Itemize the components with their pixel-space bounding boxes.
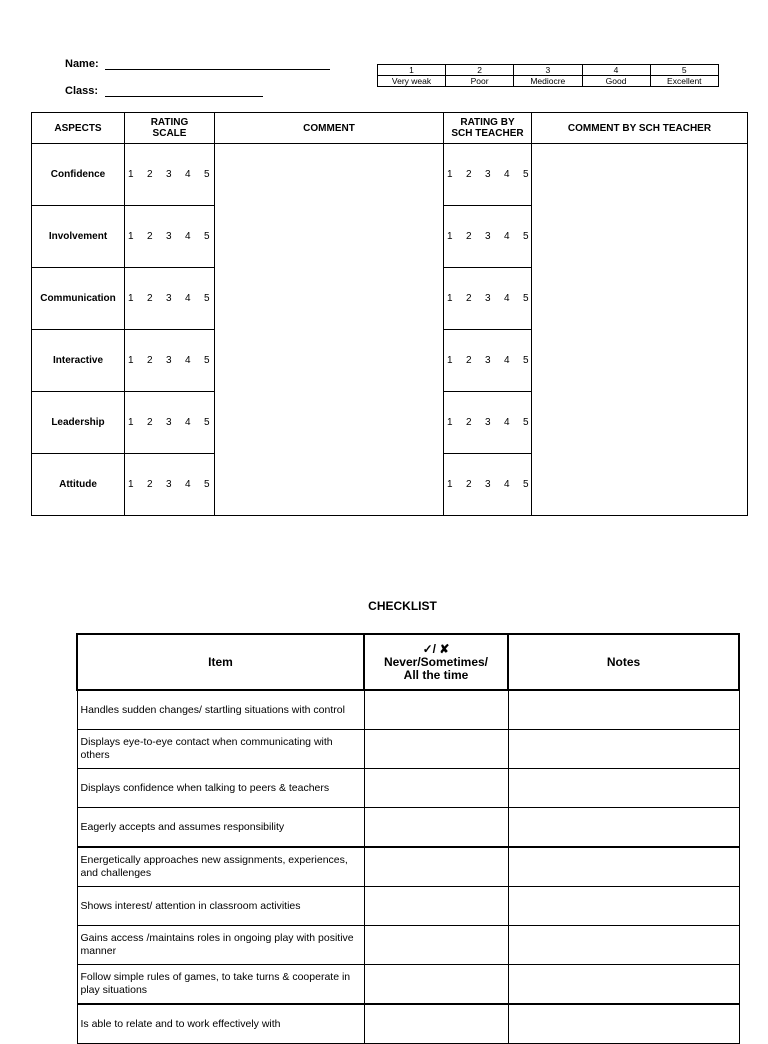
scale-option[interactable]: 3 xyxy=(166,417,172,428)
rating-table-header xyxy=(32,113,748,144)
scale-legend-num: 3 xyxy=(514,65,582,76)
class-field-line[interactable] xyxy=(105,96,263,97)
student-rating-scale xyxy=(125,454,215,516)
scale-option[interactable]: 2 xyxy=(147,355,153,366)
comment-cell[interactable] xyxy=(215,144,444,516)
scale-legend xyxy=(377,64,719,87)
scale-option[interactable]: 1 xyxy=(447,169,453,180)
scale-legend-num: 4 xyxy=(582,65,650,76)
scale-option[interactable]: 1 xyxy=(447,417,453,428)
checklist-title: CHECKLIST xyxy=(368,599,437,613)
checklist-item: Displays confidence when talking to peers & teachers xyxy=(77,769,364,808)
scale-option[interactable]: 2 xyxy=(466,169,472,180)
scale-option[interactable]: 5 xyxy=(523,231,529,242)
frequency-header xyxy=(364,634,508,690)
scale-legend-num: 2 xyxy=(446,65,514,76)
scale-option[interactable]: 1 xyxy=(128,417,134,428)
scale-option[interactable]: 1 xyxy=(128,293,134,304)
rating-table-body xyxy=(32,144,748,516)
scale-option[interactable]: 3 xyxy=(166,169,172,180)
notes-cell[interactable] xyxy=(508,847,739,887)
scale-legend-text: Poor xyxy=(446,76,514,87)
scale-option[interactable]: 3 xyxy=(485,231,491,242)
aspect-label: Communication xyxy=(32,268,125,330)
scale-option[interactable]: 4 xyxy=(185,479,191,490)
checklist-item: Follow simple rules of games, to take turns & cooperate in play situations xyxy=(77,965,364,1005)
student-rating-scale xyxy=(125,268,215,330)
notes-cell[interactable] xyxy=(508,887,739,926)
notes-cell[interactable] xyxy=(508,690,739,730)
checklist-item: Gains access /maintains roles in ongoing play with positive manner xyxy=(77,926,364,965)
aspect-label: Leadership xyxy=(32,392,125,454)
scale-option[interactable]: 2 xyxy=(147,479,153,490)
rating-row xyxy=(32,144,748,206)
checklist-header xyxy=(77,634,739,690)
scale-option[interactable]: 2 xyxy=(147,231,153,242)
scale-legend-numbers xyxy=(378,65,719,76)
scale-option[interactable]: 2 xyxy=(466,231,472,242)
frequency-cell[interactable] xyxy=(364,808,508,848)
scale-option[interactable]: 4 xyxy=(504,479,510,490)
scale-option[interactable]: 1 xyxy=(128,355,134,366)
notes-header: Notes xyxy=(508,634,739,690)
scale-legend-num: 5 xyxy=(650,65,718,76)
scale-legend-text: Good xyxy=(582,76,650,87)
notes-cell[interactable] xyxy=(508,808,739,848)
aspect-label: Attitude xyxy=(32,454,125,516)
comment-header: COMMENT xyxy=(215,113,444,144)
student-rating-scale xyxy=(125,330,215,392)
scale-option[interactable]: 2 xyxy=(466,355,472,366)
scale-option[interactable]: 5 xyxy=(523,479,529,490)
notes-cell[interactable] xyxy=(508,730,739,769)
name-label: Name: xyxy=(65,58,99,70)
frequency-cell[interactable] xyxy=(364,926,508,965)
rating-table xyxy=(31,112,748,516)
aspects-header: ASPECTS xyxy=(32,113,125,144)
scale-option[interactable]: 3 xyxy=(485,355,491,366)
scale-option[interactable]: 3 xyxy=(166,231,172,242)
scale-option[interactable]: 4 xyxy=(504,355,510,366)
checklist-row xyxy=(77,847,739,887)
checklist-item: Handles sudden changes/ startling situations with control xyxy=(77,690,364,730)
aspect-label: Confidence xyxy=(32,144,125,206)
scale-option[interactable]: 3 xyxy=(166,479,172,490)
class-label: Class: xyxy=(65,85,99,97)
scale-option[interactable]: 5 xyxy=(204,169,210,180)
check-cross-icon: ✓/ ✘ xyxy=(422,641,450,656)
scale-option[interactable]: 1 xyxy=(128,479,134,490)
scale-option[interactable]: 2 xyxy=(147,169,153,180)
checklist-table xyxy=(76,633,740,1044)
scale-option[interactable]: 5 xyxy=(523,169,529,180)
comment-by-teacher-header: COMMENT BY SCH TEACHER xyxy=(532,113,748,144)
notes-cell[interactable] xyxy=(508,769,739,808)
scale-option[interactable]: 2 xyxy=(466,293,472,304)
checklist-item: Eagerly accepts and assumes responsibility xyxy=(77,808,364,848)
scale-option[interactable]: 5 xyxy=(523,417,529,428)
scale-option[interactable]: 4 xyxy=(185,169,191,180)
scale-option[interactable]: 1 xyxy=(128,169,134,180)
scale-option[interactable]: 3 xyxy=(485,479,491,490)
scale-option[interactable]: 3 xyxy=(485,417,491,428)
student-rating-scale xyxy=(125,144,215,206)
frequency-cell[interactable] xyxy=(364,690,508,730)
scale-option[interactable]: 4 xyxy=(504,169,510,180)
checklist-row xyxy=(77,730,739,769)
scale-option[interactable]: 5 xyxy=(523,293,529,304)
scale-option[interactable]: 4 xyxy=(504,293,510,304)
scale-option[interactable]: 4 xyxy=(504,231,510,242)
scale-option[interactable]: 5 xyxy=(204,355,210,366)
aspect-label: Interactive xyxy=(32,330,125,392)
scale-option[interactable]: 2 xyxy=(466,479,472,490)
rating-by-teacher-header: RATING BY SCH TEACHER xyxy=(444,113,532,144)
checklist-row xyxy=(77,690,739,730)
rating-scale-header: RATING SCALE xyxy=(125,113,215,144)
scale-option[interactable]: 5 xyxy=(523,355,529,366)
scale-option[interactable]: 1 xyxy=(447,293,453,304)
teacher-comment-cell[interactable] xyxy=(532,144,748,516)
scale-legend-text: Mediocre xyxy=(514,76,582,87)
teacher-rating-scale xyxy=(444,206,532,268)
scale-option[interactable]: 1 xyxy=(447,231,453,242)
scale-option[interactable]: 4 xyxy=(185,231,191,242)
scale-option[interactable]: 1 xyxy=(447,355,453,366)
checklist-item: Is able to relate and to work effectively with xyxy=(77,1004,364,1044)
scale-legend-text: Very weak xyxy=(378,76,446,87)
frequency-cell[interactable] xyxy=(364,965,508,1005)
checklist-item: Displays eye-to-eye contact when communicating with others xyxy=(77,730,364,769)
scale-option[interactable]: 3 xyxy=(166,293,172,304)
checklist-row xyxy=(77,887,739,926)
frequency-cell[interactable] xyxy=(364,730,508,769)
scale-option[interactable]: 3 xyxy=(485,293,491,304)
scale-option[interactable]: 3 xyxy=(166,355,172,366)
frequency-cell[interactable] xyxy=(364,847,508,887)
student-rating-scale xyxy=(125,206,215,268)
teacher-rating-scale xyxy=(444,144,532,206)
scale-option[interactable]: 4 xyxy=(185,355,191,366)
teacher-rating-scale xyxy=(444,330,532,392)
checklist-row xyxy=(77,769,739,808)
scale-option[interactable]: 2 xyxy=(147,417,153,428)
checklist-item: Shows interest/ attention in classroom activities xyxy=(77,887,364,926)
item-header: Item xyxy=(77,634,364,690)
scale-option[interactable]: 1 xyxy=(128,231,134,242)
frequency-cell[interactable] xyxy=(364,887,508,926)
notes-cell[interactable] xyxy=(508,926,739,965)
checklist-row xyxy=(77,808,739,848)
scale-option[interactable]: 4 xyxy=(504,417,510,428)
scale-option[interactable]: 4 xyxy=(185,417,191,428)
checklist-body xyxy=(77,690,739,1044)
scale-option[interactable]: 1 xyxy=(447,479,453,490)
notes-cell[interactable] xyxy=(508,965,739,1005)
frequency-cell[interactable] xyxy=(364,769,508,808)
scale-option[interactable]: 5 xyxy=(204,417,210,428)
name-field-line[interactable] xyxy=(105,69,330,70)
scale-legend-num: 1 xyxy=(378,65,446,76)
scale-option[interactable]: 5 xyxy=(204,479,210,490)
teacher-rating-scale xyxy=(444,268,532,330)
student-rating-scale xyxy=(125,392,215,454)
scale-option[interactable]: 5 xyxy=(204,293,210,304)
scale-option[interactable]: 3 xyxy=(485,169,491,180)
scale-option[interactable]: 4 xyxy=(185,293,191,304)
checklist-row xyxy=(77,965,739,1005)
frequency-label: Never/Sometimes/ All the time xyxy=(383,654,489,682)
teacher-rating-scale xyxy=(444,392,532,454)
checklist-row xyxy=(77,926,739,965)
scale-option[interactable]: 2 xyxy=(147,293,153,304)
checklist-item: Energetically approaches new assignments, experiences, and challenges xyxy=(77,847,364,887)
scale-option[interactable]: 5 xyxy=(204,231,210,242)
teacher-rating-scale xyxy=(444,454,532,516)
scale-legend-text: Excellent xyxy=(650,76,718,87)
scale-option[interactable]: 2 xyxy=(466,417,472,428)
scale-legend-texts xyxy=(378,76,719,87)
aspect-label: Involvement xyxy=(32,206,125,268)
